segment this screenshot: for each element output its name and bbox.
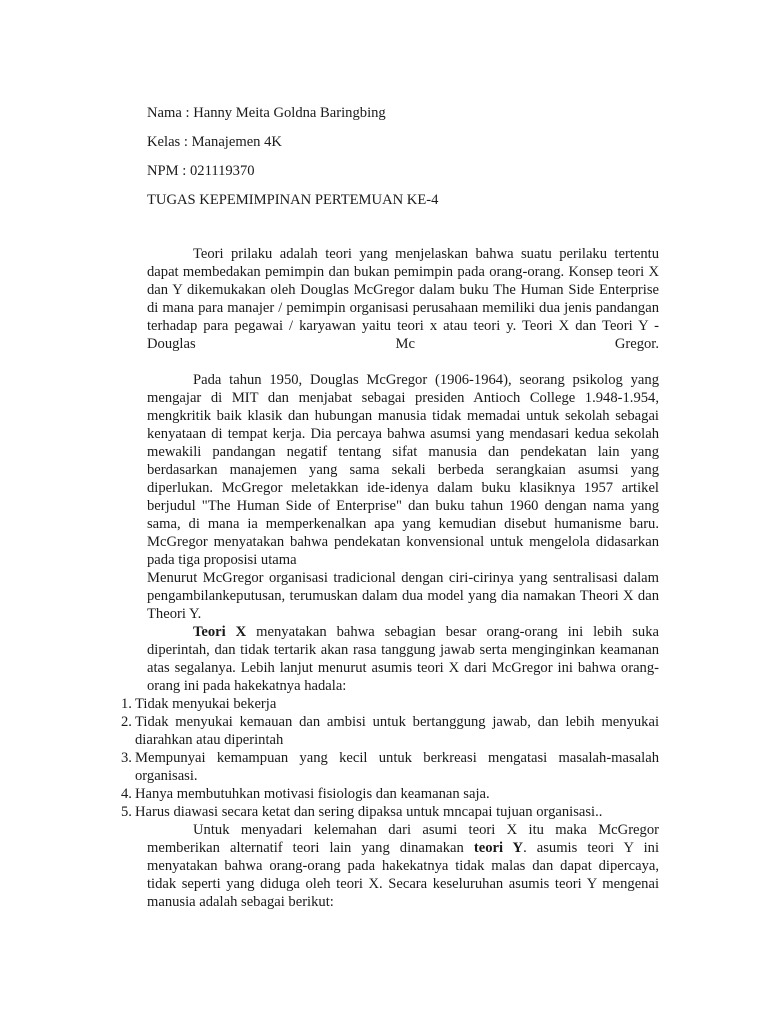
paragraph-teori-y	[147, 821, 659, 911]
list-item	[121, 695, 659, 713]
paragraph-mcgregor-history: Pada tahun 1950, Douglas McGregor (1906-1964), seorang psikolog yang mengajar di MIT dan menjabat sebagai presiden Antioch College 1.948-1.954, mengkritik baik klasik dan hubungan manusia tidak memadai untuk sekolah sebagai kenyataan di tempat kerja. Dia percaya bahwa asumsi yang mendasari kedua sekolah mewakili pandangan negatif tentang sifat manusia dan pendekatan lain yang berdasarkan manajemen yang sama sekali berbeda serangkaian asumsi yang diperlukan. McGregor meletakkan ide-idenya dalam buku klasiknya 1957 artikel berjudul "The Human Side of Enterprise" dan buku tahun 1960 dengan nama yang sama, di mana ia memperkenalkan apa yang kemudian disebut humanisme baru. McGregor menyatakan bahwa pendekatan konvensional untuk mengelola didasarkan pada tiga proposisi utama	[147, 372, 659, 568]
teori-y-description: . asumis teori Y ini menyatakan bahwa orang-orang pada hakekatnya tidak malas dan dapat dipercaya, tidak seperti yang diduga oleh teori X. Secara keseluruhan asumis teori Y mengenai manusia adalah sebagai berikut:	[147, 840, 659, 910]
student-npm: NPM : 021119370	[147, 163, 255, 179]
teori-y-term: teori Y	[473, 840, 524, 856]
document-body	[121, 245, 659, 911]
teori-x-description: menyatakan bahwa sebagian besar orang-orang ini lebih suka diperintah, dan tidak tertarik akan rasa tanggung jawab serta menginginkan keamanan atas segalanya. Lebih lanjut menurut asumis teori X dari McGregor ini bahwa orang-orang ini pada hakekatnya hadala:	[147, 624, 659, 694]
paragraph-teori-x	[147, 623, 659, 695]
list-item	[121, 785, 659, 803]
list-text: Hanya membutuhkan motivasi fisiologis dan keamanan saja.	[135, 786, 490, 802]
list-item	[121, 713, 659, 749]
list-item	[121, 749, 659, 785]
assignment-title: TUGAS KEPEMIMPINAN PERTEMUAN KE-4	[147, 192, 439, 208]
teori-x-assumptions-list	[121, 695, 659, 821]
list-number: 5.	[121, 804, 132, 820]
list-number: 3.	[121, 750, 132, 766]
student-class: Kelas : Manajemen 4K	[147, 134, 282, 150]
list-text: Tidak menyukai kemauan dan ambisi untuk bertanggung jawab, dan lebih menyukai diarahkan atau diperintah	[135, 714, 659, 748]
list-number: 4.	[121, 786, 132, 802]
list-number: 1.	[121, 696, 132, 712]
list-text: Tidak menyukai bekerja	[135, 696, 277, 712]
list-text: Mempunyai kemampuan yang kecil untuk berkreasi mengatasi masalah-masalah organisasi.	[135, 750, 659, 784]
paragraph-teori-prilaku: Teori prilaku adalah teori yang menjelaskan bahwa suatu perilaku tertentu dapat membedakan pemimpin dan bukan pemimpin pada orang-orang. Konsep teori X dan Y dikemukakan oleh Douglas McGregor dalam buku The Human Side Enterprise di mana para manajer / pemimpin organisasi perusahaan memiliki dua jenis pandangan terhadap para pegawai / karyawan yaitu teori x atau teori y. Teori X dan Teori Y - Douglas Mc Gregor.	[147, 246, 659, 352]
teori-x-term: Teori X	[193, 624, 247, 640]
student-header	[147, 104, 667, 220]
list-text: Harus diawasi secara ketat dan sering dipaksa untuk mncapai tujuan organisasi..	[135, 804, 603, 820]
student-name: Nama : Hanny Meita Goldna Baringbing	[147, 105, 386, 121]
teori-y-intro: Untuk menyadari kelemahan dari asumi teori X itu maka McGregor memberikan alternatif teori lain yang dinamakan	[147, 822, 659, 856]
list-item	[121, 803, 659, 821]
list-number: 2.	[121, 714, 132, 730]
paragraph-organisasi-tradicional: Menurut McGregor organisasi tradicional dengan ciri-cirinya yang sentralisasi dalam pengambilankeputusan, terumuskan dalam dua model yang dia namakan Theori X dan Theori Y.	[147, 570, 659, 622]
